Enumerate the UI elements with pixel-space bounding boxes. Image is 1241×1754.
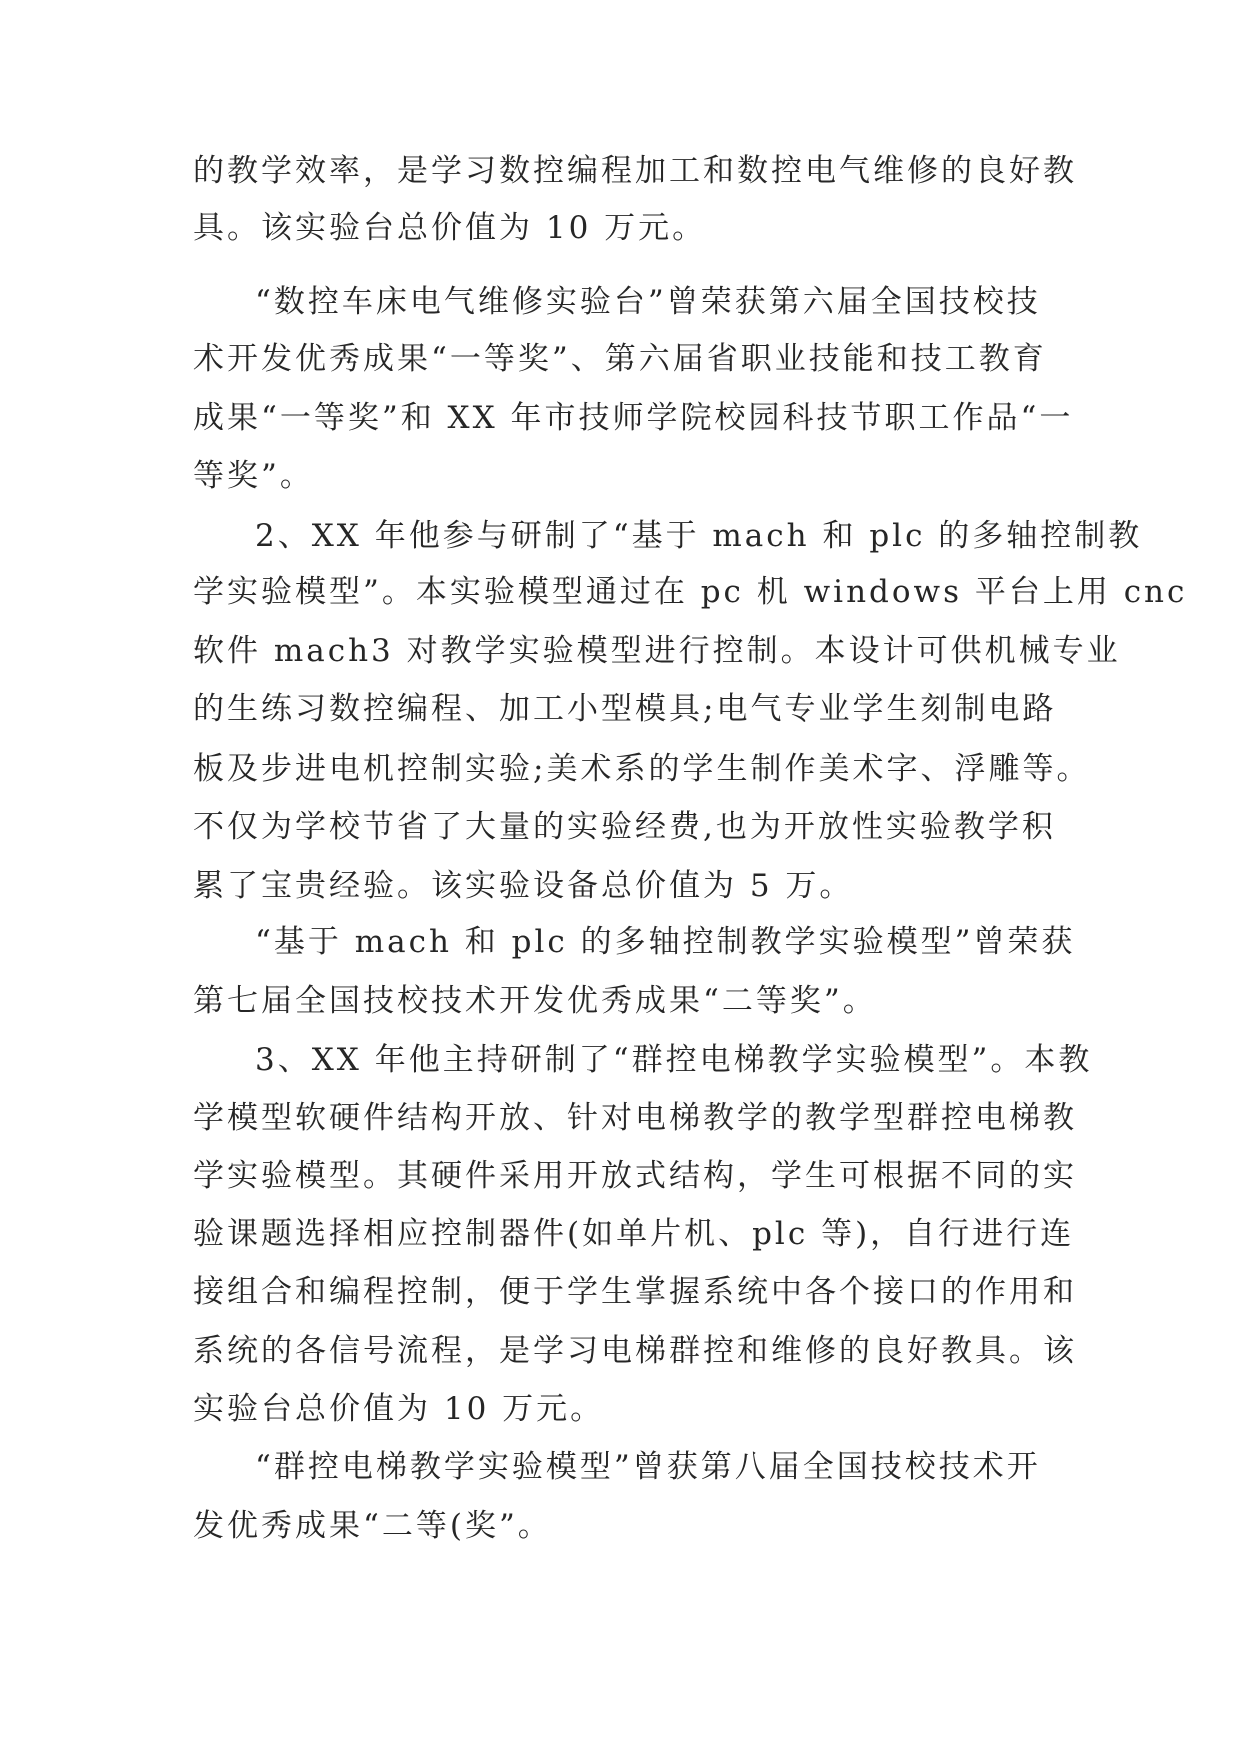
text-line: 成果“一等奖”和 XX 年市技师学院校园科技节职工作品“一 bbox=[193, 400, 1074, 436]
text-line: 的生练习数控编程、加工小型模具;电气专业学生刻制电路 bbox=[193, 691, 1057, 727]
text-line: 学实验模型”。本实验模型通过在 pc 机 windows 平台上用 cnc bbox=[193, 574, 1188, 610]
text-line: 学模型软硬件结构开放、针对电梯教学的教学型群控电梯教 bbox=[193, 1100, 1077, 1136]
text-line: 等奖”。 bbox=[193, 458, 314, 494]
text-line: 术开发优秀成果“一等奖”、第六届省职业技能和技工教育 bbox=[193, 341, 1047, 377]
text-line: “基于 mach 和 plc 的多轴控制教学实验模型”曾荣获 bbox=[255, 924, 1076, 960]
text-line: 不仅为学校节省了大量的实验经费,也为开放性实验教学积 bbox=[193, 809, 1056, 845]
text-line: 学实验模型。其硬件采用开放式结构，学生可根据不同的实 bbox=[193, 1158, 1077, 1194]
text-line: “数控车床电气维修实验台”曾荣获第六届全国技校技 bbox=[255, 284, 1041, 320]
text-line: 发优秀成果“二等(奖”。 bbox=[193, 1508, 552, 1544]
text-line: 3、XX 年他主持研制了“群控电梯教学实验模型”。本教 bbox=[255, 1042, 1093, 1078]
text-line: 接组合和编程控制，便于学生掌握系统中各个接口的作用和 bbox=[193, 1274, 1077, 1310]
text-line: 验课题选择相应控制器件(如单片机、plc 等)，自行进行连 bbox=[193, 1216, 1075, 1252]
text-line: 2、XX 年他参与研制了“基于 mach 和 plc 的多轴控制教 bbox=[255, 518, 1143, 554]
text-line: 板及步进电机控制实验;美术系的学生制作美术字、浮雕等。 bbox=[193, 751, 1091, 787]
text-line: 的教学效率，是学习数控编程加工和数控电气维修的良好教 bbox=[193, 153, 1077, 189]
text-line: 软件 mach3 对教学实验模型进行控制。本设计可供机械专业 bbox=[193, 633, 1121, 669]
text-line: 具。该实验台总价值为 10 万元。 bbox=[193, 210, 707, 246]
text-line: 累了宝贵经验。该实验设备总价值为 5 万。 bbox=[193, 868, 854, 904]
text-line: 系统的各信号流程，是学习电梯群控和维修的良好教具。该 bbox=[193, 1333, 1077, 1369]
text-line: “群控电梯教学实验模型”曾获第八届全国技校技术开 bbox=[255, 1449, 1041, 1485]
text-line: 第七届全国技校技术开发优秀成果“二等奖”。 bbox=[193, 983, 877, 1019]
text-line: 实验台总价值为 10 万元。 bbox=[193, 1391, 605, 1427]
